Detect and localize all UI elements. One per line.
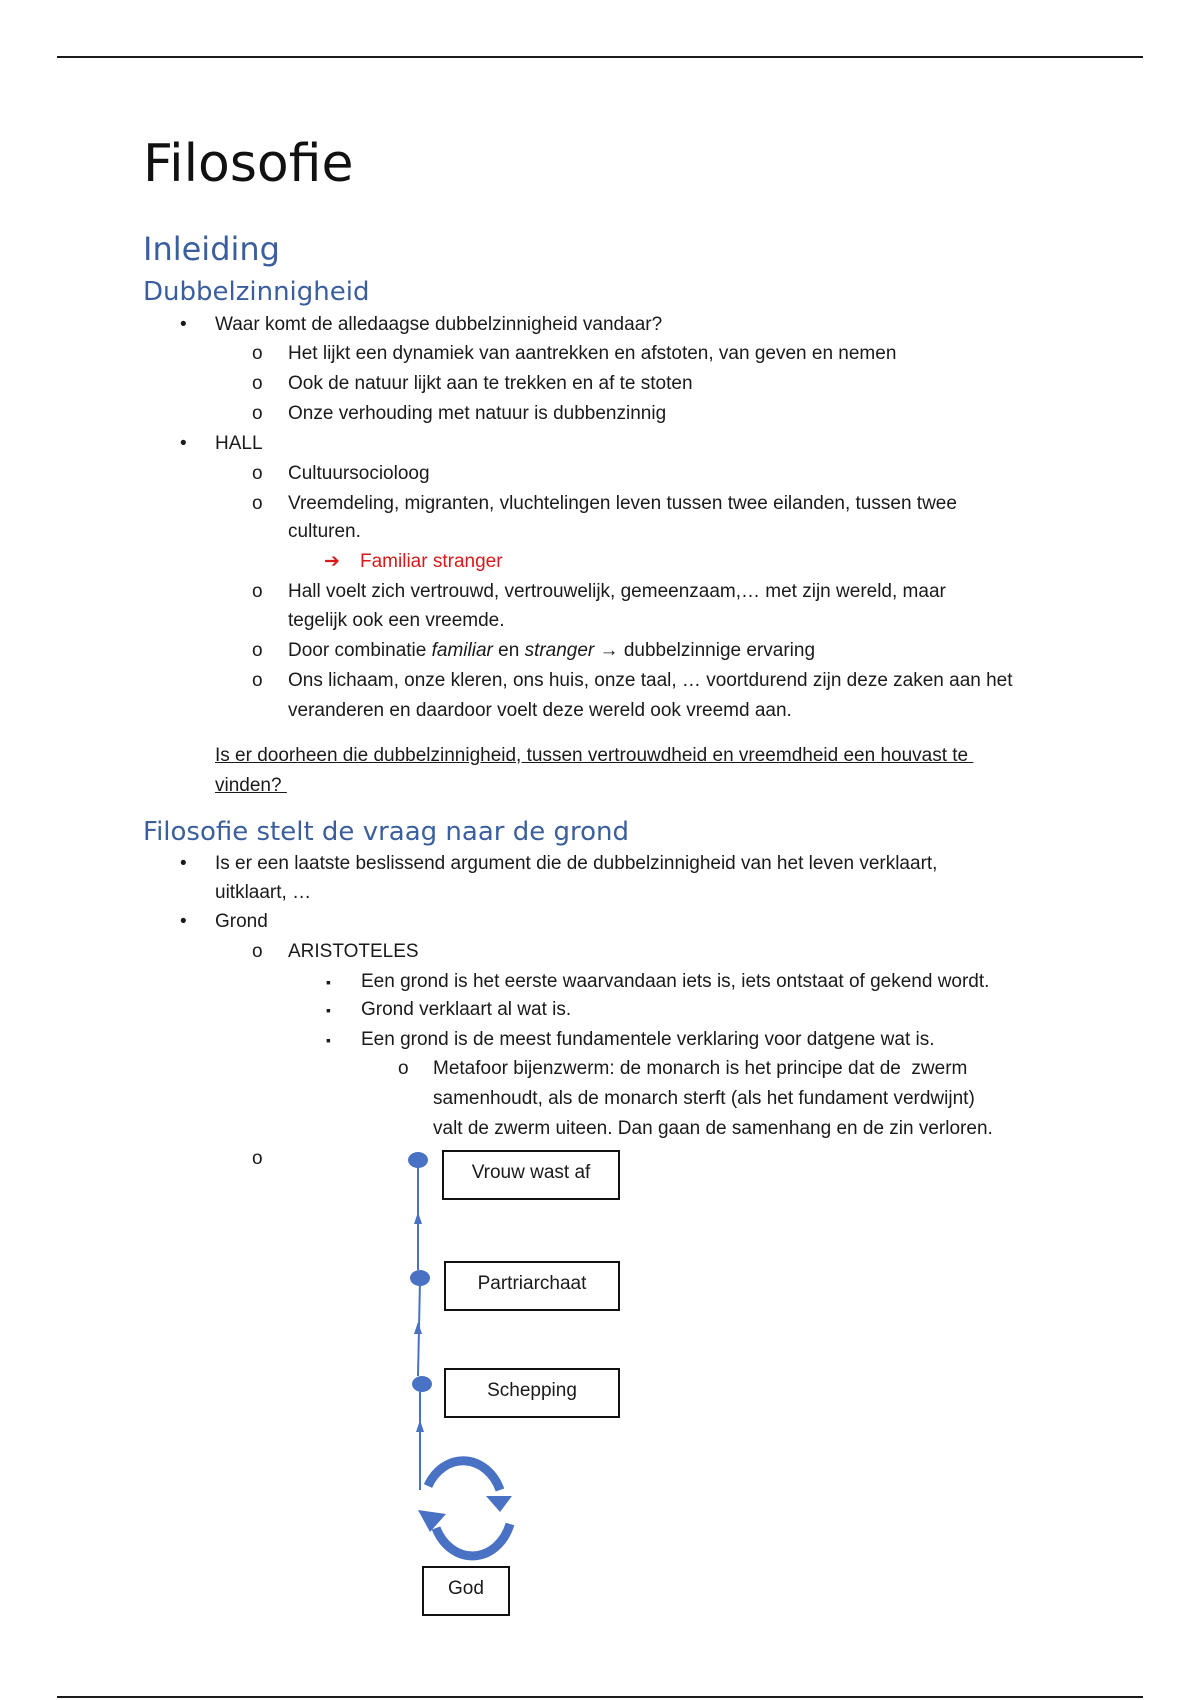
list-item: ARISTOTELES bbox=[288, 941, 419, 962]
question-text-continuation: vinden? bbox=[215, 775, 287, 796]
list-item: Is er een laatste beslissend argument die de dubbelzinnigheid van het leven verklaart, bbox=[215, 853, 938, 874]
list-item-continuation: veranderen en daardoor voelt deze wereld ook vreemd aan. bbox=[288, 700, 792, 721]
arrow-right-icon: ➔ bbox=[324, 551, 340, 572]
node-dot bbox=[410, 1270, 430, 1286]
sub-bullet-icon: o bbox=[252, 493, 263, 514]
sub-bullet-icon: o bbox=[252, 941, 263, 962]
list-item: HALL bbox=[215, 433, 263, 454]
diagram-box-vrouw-wast-af: Vrouw wast af bbox=[442, 1150, 620, 1200]
diagram-box-god: God bbox=[422, 1566, 510, 1616]
sub-bullet-icon: o bbox=[252, 670, 263, 691]
list-item: Ook de natuur lijkt aan te trekken en af te stoten bbox=[288, 373, 693, 394]
diagram-box-partriarchaat: Partriarchaat bbox=[444, 1261, 620, 1311]
arrowhead bbox=[416, 1420, 424, 1432]
list-item: Hall voelt zich vertrouwd, vertrouwelijk, gemeenzaam,… met zijn wereld, maar bbox=[288, 581, 946, 602]
sub-bullet-icon: o bbox=[252, 581, 263, 602]
footer-rule bbox=[57, 1696, 1143, 1698]
heading-inleiding: Inleiding bbox=[143, 230, 280, 268]
square-bullet-icon: ▪ bbox=[326, 1002, 331, 1018]
sub-bullet-icon: o bbox=[252, 343, 263, 364]
sub-bullet-icon: o bbox=[252, 1148, 263, 1169]
list-item: Ons lichaam, onze kleren, ons huis, onze taal, … voortdurend zijn deze zaken aan het bbox=[288, 670, 1013, 691]
node-dot bbox=[412, 1376, 432, 1392]
list-item: Cultuursocioloog bbox=[288, 463, 430, 484]
diagram-box-schepping: Schepping bbox=[444, 1368, 620, 1418]
bullet-icon: • bbox=[180, 433, 187, 454]
list-item: Grond bbox=[215, 911, 268, 932]
document-title: Filosofie bbox=[143, 134, 354, 194]
list-item: Een grond is de meest fundamentele verklaring voor datgene wat is. bbox=[361, 1029, 935, 1050]
list-item-continuation: culturen. bbox=[288, 521, 361, 542]
sub-bullet-icon: o bbox=[252, 640, 263, 661]
list-item: Een grond is het eerste waarvandaan iets is, iets ontstaat of gekend wordt. bbox=[361, 971, 990, 992]
list-item-continuation: tegelijk ook een vreemde. bbox=[288, 610, 505, 631]
sub-bullet-icon: o bbox=[252, 373, 263, 394]
list-item: Onze verhouding met natuur is dubbenzinnig bbox=[288, 403, 667, 424]
bullet-icon: • bbox=[180, 911, 187, 932]
cycle-arrows-icon bbox=[418, 1461, 512, 1556]
list-item-continuation: valt de zwerm uiteen. Dan gaan de samenhang en de zin verloren. bbox=[433, 1118, 993, 1139]
heading-dubbelzinnigheid: Dubbelzinnigheid bbox=[143, 277, 370, 307]
sub-bullet-icon: o bbox=[252, 463, 263, 484]
list-item-continuation: samenhoudt, als de monarch sterft (als het fundament verdwijnt) bbox=[433, 1088, 975, 1109]
list-item: Metafoor bijenzwerm: de monarch is het principe dat de zwerm bbox=[433, 1058, 968, 1079]
list-item: Het lijkt een dynamiek van aantrekken en afstoten, van geven en nemen bbox=[288, 343, 897, 364]
list-item: Grond verklaart al wat is. bbox=[361, 999, 572, 1020]
arrowhead bbox=[414, 1212, 422, 1224]
list-item: Door combinatie familiar en stranger → dubbelzinnige ervaring bbox=[288, 640, 816, 661]
node-dot bbox=[408, 1152, 428, 1168]
list-item-continuation: uitklaart, … bbox=[215, 882, 312, 903]
list-item: Vreemdeling, migranten, vluchtelingen leven tussen twee eilanden, tussen twee bbox=[288, 493, 957, 514]
bullet-icon: • bbox=[180, 314, 187, 335]
sub-bullet-icon: o bbox=[398, 1058, 409, 1079]
bullet-icon: • bbox=[180, 853, 187, 874]
square-bullet-icon: ▪ bbox=[326, 1032, 331, 1048]
arrowhead bbox=[414, 1322, 422, 1334]
heading-grond: Filosofie stelt de vraag naar de grond bbox=[143, 817, 629, 847]
sub-bullet-icon: o bbox=[252, 403, 263, 424]
familiar-stranger-label: Familiar stranger bbox=[360, 551, 503, 572]
square-bullet-icon: ▪ bbox=[326, 974, 331, 990]
question-text: Is er doorheen die dubbelzinnigheid, tussen vertrouwdheid en vreemdheid een houvast te bbox=[215, 745, 974, 766]
list-item: Waar komt de alledaagse dubbelzinnigheid vandaar? bbox=[215, 314, 663, 335]
